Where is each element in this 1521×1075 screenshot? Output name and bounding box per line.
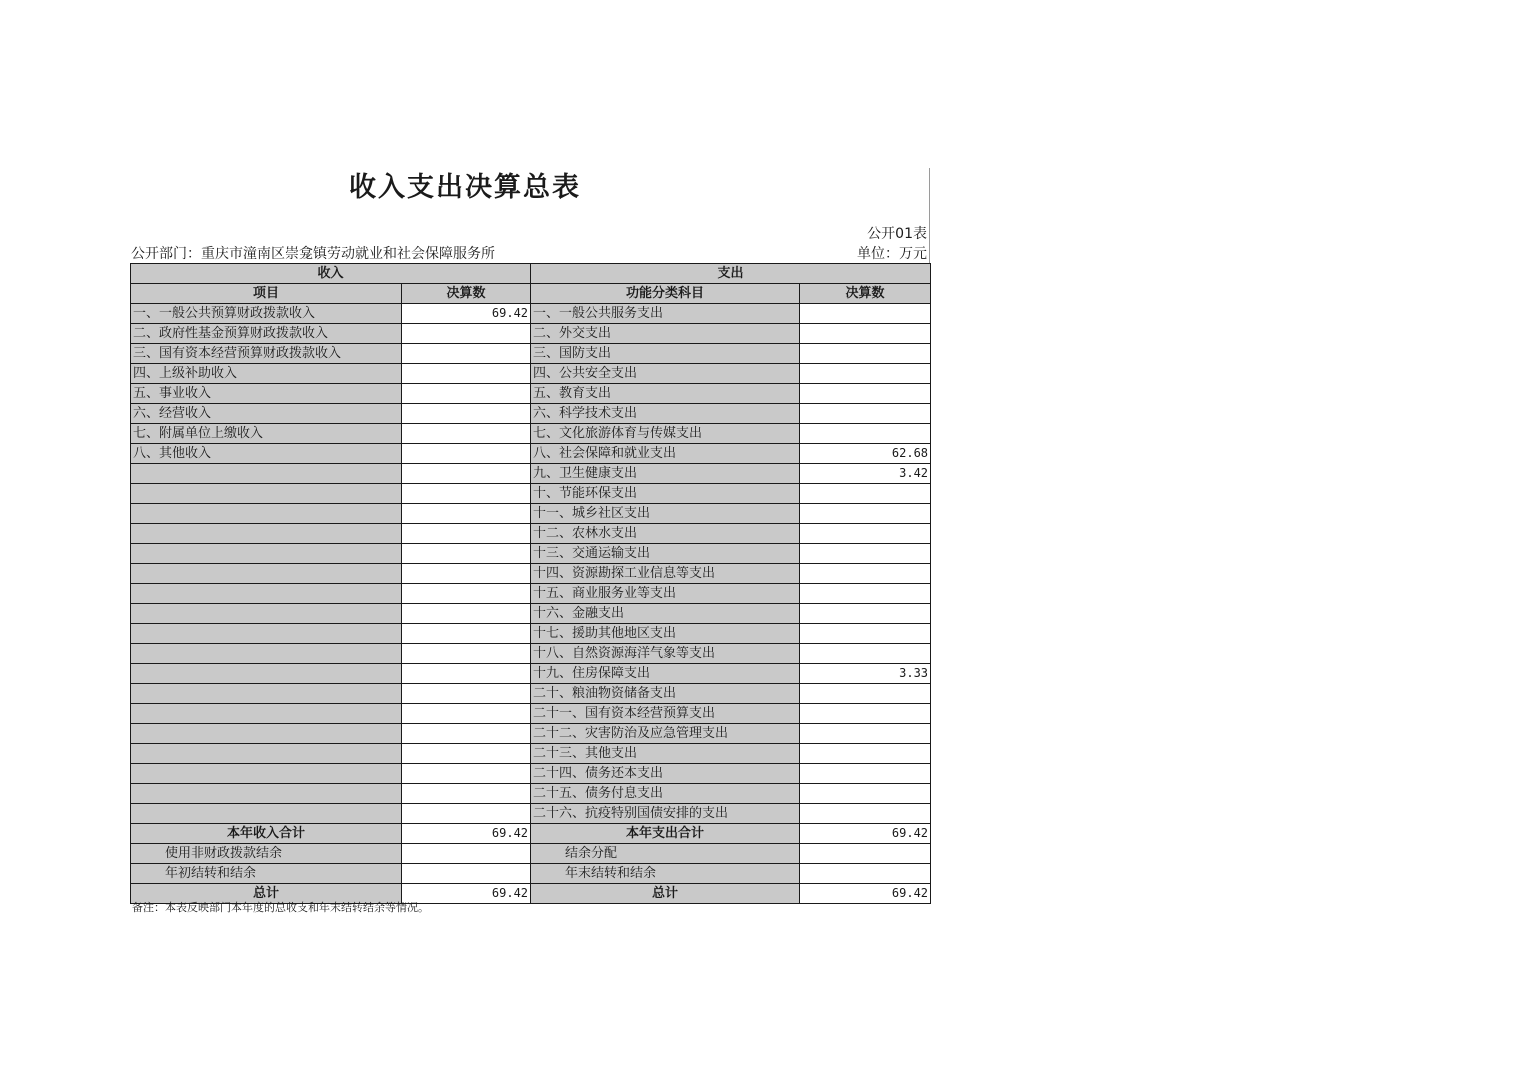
table-row [131, 584, 931, 604]
total-value-left: 69.42 [402, 884, 531, 904]
expense-item: 十六、金融支出 [531, 604, 800, 624]
income-header: 收入 [131, 264, 531, 284]
income-item [131, 504, 402, 524]
expense-item: 二十二、灾害防治及应急管理支出 [531, 724, 800, 744]
table-row [131, 664, 931, 684]
amount2-column-header: 决算数 [800, 284, 931, 304]
income-item [131, 664, 402, 684]
income-item: 五、事业收入 [131, 384, 402, 404]
table-row [131, 804, 931, 824]
expense-amount [800, 484, 931, 504]
expense-amount [800, 384, 931, 404]
income-amount [402, 464, 531, 484]
income-item [131, 784, 402, 804]
item-column-header: 项目 [131, 284, 402, 304]
expense-item: 十、节能环保支出 [531, 484, 800, 504]
non-fiscal-label: 使用非财政拨款结余 [131, 844, 402, 864]
section-header-row [131, 264, 931, 284]
expense-item: 十一、城乡社区支出 [531, 504, 800, 524]
table-row [131, 344, 931, 364]
expense-amount [800, 804, 931, 824]
expense-item: 七、文化旅游体育与传媒支出 [531, 424, 800, 444]
income-amount [402, 424, 531, 444]
end-balance-value [800, 864, 931, 884]
expense-amount [800, 684, 931, 704]
table-row [131, 464, 931, 484]
income-amount [402, 324, 531, 344]
year-expense-label: 本年支出合计 [531, 824, 800, 844]
surplus-distribution-label: 结余分配 [531, 844, 800, 864]
income-item [131, 684, 402, 704]
income-amount [402, 744, 531, 764]
total-value-right: 69.42 [800, 884, 931, 904]
expense-item: 八、社会保障和就业支出 [531, 444, 800, 464]
table-row [131, 564, 931, 584]
income-item [131, 584, 402, 604]
table-row [131, 744, 931, 764]
expense-item: 十七、援助其他地区支出 [531, 624, 800, 644]
income-item: 二、政府性基金预算财政拨款收入 [131, 324, 402, 344]
income-item [131, 624, 402, 644]
year-total-row [131, 824, 931, 844]
table-row [131, 544, 931, 564]
year-income-value: 69.42 [402, 824, 531, 844]
expense-amount [800, 504, 931, 524]
income-amount [402, 564, 531, 584]
expense-item: 二十、粮油物资储备支出 [531, 684, 800, 704]
expense-amount [800, 344, 931, 364]
income-amount [402, 764, 531, 784]
budget-summary-table [130, 263, 931, 904]
expense-item: 十二、农林水支出 [531, 524, 800, 544]
table-row [131, 724, 931, 744]
expense-item: 九、卫生健康支出 [531, 464, 800, 484]
expense-amount [800, 644, 931, 664]
amount-column-header: 决算数 [402, 284, 531, 304]
income-amount [402, 364, 531, 384]
income-amount [402, 724, 531, 744]
expense-item: 二十六、抗疫特别国债安排的支出 [531, 804, 800, 824]
income-amount [402, 584, 531, 604]
income-amount [402, 684, 531, 704]
expense-amount [800, 544, 931, 564]
table-row [131, 524, 931, 544]
table-row [131, 364, 931, 384]
income-amount [402, 624, 531, 644]
table-row [131, 444, 931, 464]
expense-item: 十三、交通运输支出 [531, 544, 800, 564]
surplus-distribution-value [800, 844, 931, 864]
expense-amount [800, 784, 931, 804]
balance-row-2 [131, 864, 931, 884]
expense-amount [800, 524, 931, 544]
expense-amount: 62.68 [800, 444, 931, 464]
end-balance-label: 年末结转和结余 [531, 864, 800, 884]
income-item [131, 524, 402, 544]
balance-row-1 [131, 844, 931, 864]
income-item: 七、附属单位上缴收入 [131, 424, 402, 444]
income-amount [402, 604, 531, 624]
function-item-column-header: 功能分类科目 [531, 284, 800, 304]
income-amount [402, 504, 531, 524]
expense-item: 二十一、国有资本经营预算支出 [531, 704, 800, 724]
income-item: 六、经营收入 [131, 404, 402, 424]
income-amount [402, 784, 531, 804]
expense-item: 十四、资源勘探工业信息等支出 [531, 564, 800, 584]
income-item [131, 744, 402, 764]
expense-item: 五、教育支出 [531, 384, 800, 404]
table-row [131, 304, 931, 324]
income-amount [402, 704, 531, 724]
expense-amount: 3.42 [800, 464, 931, 484]
expense-amount [800, 584, 931, 604]
form-number: 公开01表 [867, 226, 927, 242]
income-item [131, 804, 402, 824]
table-row [131, 424, 931, 444]
footnote: 备注：本表反映部门本年度的总收支和年末结转结余等情况。 [132, 901, 429, 914]
unit-label: 单位：万元 [857, 246, 927, 262]
table-row [131, 484, 931, 504]
year-income-label: 本年收入合计 [131, 824, 402, 844]
totals-section [131, 824, 931, 904]
begin-balance-value [402, 864, 531, 884]
expense-item: 二十五、债务付息支出 [531, 784, 800, 804]
total-label-right: 总计 [531, 884, 800, 904]
income-amount: 69.42 [402, 304, 531, 324]
income-amount [402, 804, 531, 824]
table-row [131, 604, 931, 624]
income-item: 四、上级补助收入 [131, 364, 402, 384]
income-item [131, 764, 402, 784]
income-item: 一、一般公共预算财政拨款收入 [131, 304, 402, 324]
expense-amount [800, 404, 931, 424]
income-amount [402, 444, 531, 464]
income-item [131, 704, 402, 724]
expense-amount [800, 604, 931, 624]
expense-item: 四、公共安全支出 [531, 364, 800, 384]
expense-item: 二、外交支出 [531, 324, 800, 344]
page-title: 收入支出决算总表 [349, 172, 581, 203]
expense-item: 六、科学技术支出 [531, 404, 800, 424]
table-row [131, 644, 931, 664]
income-amount [402, 344, 531, 364]
non-fiscal-value [402, 844, 531, 864]
expense-amount [800, 424, 931, 444]
income-amount [402, 644, 531, 664]
begin-balance-label: 年初结转和结余 [131, 864, 402, 884]
table-body [131, 304, 931, 824]
column-header-row [131, 284, 931, 304]
expense-amount [800, 724, 931, 744]
expense-item: 十九、住房保障支出 [531, 664, 800, 684]
expense-amount [800, 704, 931, 724]
income-item [131, 544, 402, 564]
table-row [131, 764, 931, 784]
income-amount [402, 404, 531, 424]
expense-amount [800, 564, 931, 584]
table-row [131, 704, 931, 724]
expense-item: 十五、商业服务业等支出 [531, 584, 800, 604]
income-item [131, 484, 402, 504]
income-item [131, 564, 402, 584]
expense-amount [800, 324, 931, 344]
income-item [131, 604, 402, 624]
expense-amount [800, 764, 931, 784]
table-row [131, 384, 931, 404]
expense-item: 三、国防支出 [531, 344, 800, 364]
table-row [131, 404, 931, 424]
income-item: 八、其他收入 [131, 444, 402, 464]
expense-header: 支出 [531, 264, 931, 284]
expense-amount: 3.33 [800, 664, 931, 684]
income-item [131, 724, 402, 744]
income-amount [402, 524, 531, 544]
table-row [131, 684, 931, 704]
income-item: 三、国有资本经营预算财政拨款收入 [131, 344, 402, 364]
table-row [131, 784, 931, 804]
expense-item: 十八、自然资源海洋气象等支出 [531, 644, 800, 664]
income-amount [402, 484, 531, 504]
department-label: 公开部门：重庆市潼南区崇龛镇劳动就业和社会保障服务所 [131, 246, 495, 262]
table-row [131, 504, 931, 524]
expense-amount [800, 744, 931, 764]
expense-item: 二十三、其他支出 [531, 744, 800, 764]
expense-item: 一、一般公共服务支出 [531, 304, 800, 324]
income-amount [402, 544, 531, 564]
table-row [131, 624, 931, 644]
expense-amount [800, 624, 931, 644]
income-amount [402, 384, 531, 404]
table-row [131, 324, 931, 344]
expense-amount [800, 364, 931, 384]
total-label-left: 总计 [131, 884, 402, 904]
year-expense-value: 69.42 [800, 824, 931, 844]
income-amount [402, 664, 531, 684]
expense-item: 二十四、债务还本支出 [531, 764, 800, 784]
expense-amount [800, 304, 931, 324]
income-item [131, 644, 402, 664]
income-item [131, 464, 402, 484]
